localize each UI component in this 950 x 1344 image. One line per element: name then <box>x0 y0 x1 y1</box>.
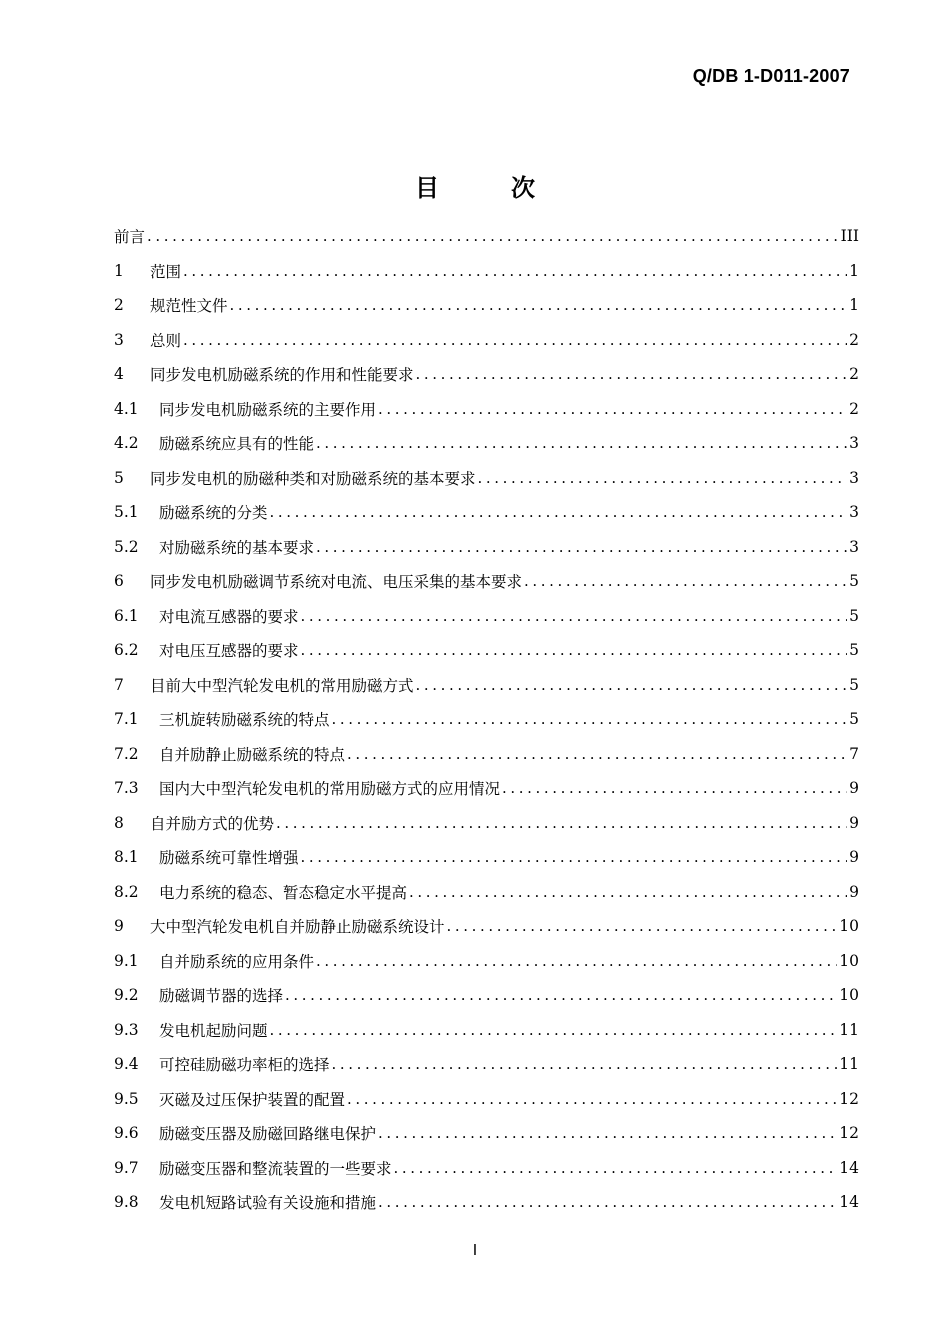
toc-dot-leader <box>332 1055 838 1073</box>
toc-dot-leader <box>183 262 847 280</box>
toc-entry-page: 3 <box>849 434 859 453</box>
toc-entry-page: 5 <box>849 641 859 660</box>
toc-entry-label: 自并励系统的应用条件 <box>159 952 315 971</box>
page-number: I <box>472 1242 478 1259</box>
toc-entry-number: 6.1 <box>114 606 139 625</box>
toc-dot-leader <box>409 883 847 901</box>
toc-entry-page: 9 <box>849 779 859 798</box>
toc-dot-leader <box>447 917 838 935</box>
toc-dot-leader <box>347 745 847 763</box>
toc-entry-page: 10 <box>839 951 859 970</box>
toc-entry-page: 5 <box>849 710 859 729</box>
table-of-contents <box>114 219 859 1220</box>
toc-dot-leader <box>301 607 848 625</box>
toc-entry-label: 大中型汽轮发电机自并励静止励磁系统设计 <box>150 918 445 937</box>
toc-entry-label: 自并励静止励磁系统的特点 <box>159 745 346 764</box>
toc-entry[interactable] <box>114 771 859 806</box>
toc-entry-label: 励磁变压器和整流装置的一些要求 <box>159 1159 392 1178</box>
toc-entry-page: 9 <box>849 813 859 832</box>
toc-entry-number: 9.4 <box>114 1055 139 1074</box>
toc-dot-leader <box>270 503 848 521</box>
toc-entry[interactable] <box>114 461 859 496</box>
toc-entry-number: 2 <box>114 296 124 315</box>
toc-entry-number: 5.2 <box>114 537 139 556</box>
toc-entry[interactable] <box>114 737 859 772</box>
toc-entry-page: 14 <box>839 1193 859 1212</box>
toc-dot-leader <box>416 365 848 383</box>
toc-entry-number: 6 <box>114 572 124 591</box>
toc-entry-page: 10 <box>839 986 859 1005</box>
toc-entry-number: 5 <box>114 468 124 487</box>
toc-entry-label: 同步发电机励磁系统的主要作用 <box>159 400 377 419</box>
toc-dot-leader <box>183 331 847 349</box>
toc-entry-page: 5 <box>849 606 859 625</box>
toc-entry[interactable] <box>114 392 859 427</box>
toc-entry[interactable] <box>114 219 859 254</box>
toc-entry[interactable] <box>114 357 859 392</box>
toc-dot-leader <box>270 1021 838 1039</box>
toc-dot-leader <box>316 952 837 970</box>
toc-entry[interactable] <box>114 1185 859 1220</box>
toc-entry-page: 11 <box>839 1020 859 1039</box>
toc-entry-number: 4.2 <box>114 434 139 453</box>
toc-entry-number: 3 <box>114 330 124 349</box>
toc-dot-leader <box>285 986 837 1004</box>
toc-entry-label: 同步发电机励磁系统的作用和性能要求 <box>150 366 414 385</box>
toc-entry-number: 1 <box>114 261 124 280</box>
toc-dot-leader <box>347 1090 837 1108</box>
toc-dot-leader <box>230 296 848 314</box>
toc-entry-page: 3 <box>849 503 859 522</box>
toc-entry[interactable] <box>114 1116 859 1151</box>
toc-entry-number: 8.1 <box>114 848 139 867</box>
toc-entry-page: 3 <box>849 468 859 487</box>
toc-dot-leader <box>378 1124 837 1142</box>
toc-entry[interactable] <box>114 1047 859 1082</box>
toc-entry-page: 2 <box>849 330 859 349</box>
toc-entry-number: 9.3 <box>114 1020 139 1039</box>
toc-entry-number: 7.2 <box>114 744 139 763</box>
toc-entry[interactable] <box>114 530 859 565</box>
toc-entry-page: 7 <box>849 744 859 763</box>
toc-dot-leader <box>378 400 847 418</box>
toc-dot-leader <box>478 469 848 487</box>
toc-entry-page: 9 <box>849 882 859 901</box>
toc-entry-label: 同步发电机的励磁种类和对励磁系统的基本要求 <box>150 469 476 488</box>
toc-entry-page: 2 <box>849 399 859 418</box>
toc-entry-number: 9.8 <box>114 1193 139 1212</box>
document-code: Q/DB 1-D011-2007 <box>692 66 850 86</box>
toc-entry-number: 9.1 <box>114 951 139 970</box>
toc-dot-leader <box>301 641 848 659</box>
toc-dot-leader <box>316 538 847 556</box>
toc-entry[interactable] <box>114 323 859 358</box>
toc-entry[interactable] <box>114 599 859 634</box>
toc-entry-label: 发电机起励问题 <box>159 1021 268 1040</box>
toc-entry-page: 14 <box>839 1158 859 1177</box>
toc-entry-number: 9.6 <box>114 1124 139 1143</box>
toc-entry-number: 9.2 <box>114 986 139 1005</box>
toc-entry-number: 4 <box>114 365 124 384</box>
toc-entry-number: 8 <box>114 813 124 832</box>
toc-entry-label: 国内大中型汽轮发电机的常用励磁方式的应用情况 <box>159 780 501 799</box>
toc-entry-page: 5 <box>849 572 859 591</box>
toc-entry-label: 自并励方式的优势 <box>150 814 275 833</box>
toc-entry[interactable] <box>114 633 859 668</box>
toc-entry-number: 7.1 <box>114 710 139 729</box>
toc-entry-label: 灭磁及过压保护装置的配置 <box>159 1090 346 1109</box>
toc-entry-label: 励磁变压器及励磁回路继电保护 <box>159 1125 377 1144</box>
toc-dot-leader <box>332 710 848 728</box>
toc-entry-number: 8.2 <box>114 882 139 901</box>
toc-entry[interactable] <box>114 875 859 910</box>
toc-entry-label: 励磁系统可靠性增强 <box>159 849 299 868</box>
toc-entry[interactable] <box>114 1013 859 1048</box>
toc-entry-label: 对电流互感器的要求 <box>159 607 299 626</box>
toc-entry-label: 对励磁系统的基本要求 <box>159 538 315 557</box>
toc-entry-label: 励磁调节器的选择 <box>159 987 284 1006</box>
toc-entry-label: 规范性文件 <box>150 297 228 316</box>
toc-entry[interactable] <box>114 702 859 737</box>
toc-dot-leader <box>276 814 847 832</box>
toc-dot-leader <box>502 779 847 797</box>
toc-entry[interactable] <box>114 840 859 875</box>
toc-entry-label: 三机旋转励磁系统的特点 <box>159 711 330 730</box>
toc-entry-page: 5 <box>849 675 859 694</box>
toc-entry-page: 11 <box>839 1055 859 1074</box>
toc-entry-label: 励磁系统应具有的性能 <box>159 435 315 454</box>
toc-entry[interactable] <box>114 978 859 1013</box>
toc-entry-page: 10 <box>839 917 859 936</box>
toc-entry-page: 3 <box>849 537 859 556</box>
toc-entry[interactable] <box>114 668 859 703</box>
toc-entry-label: 电力系统的稳态、暂态稳定水平提高 <box>159 883 408 902</box>
toc-entry-number: 9.5 <box>114 1089 139 1108</box>
toc-entry[interactable] <box>114 1082 859 1117</box>
toc-entry-label: 励磁系统的分类 <box>159 504 268 523</box>
toc-entry[interactable] <box>114 254 859 289</box>
toc-entry-page: 12 <box>839 1124 859 1143</box>
toc-entry[interactable] <box>114 909 859 944</box>
toc-entry-label: 目前大中型汽轮发电机的常用励磁方式 <box>150 676 414 695</box>
toc-entry[interactable] <box>114 288 859 323</box>
toc-dot-leader <box>147 227 839 245</box>
toc-dot-leader <box>378 1193 837 1211</box>
toc-entry-number: 9 <box>114 917 124 936</box>
toc-entry-label: 对电压互感器的要求 <box>159 642 299 661</box>
toc-dot-leader <box>524 572 847 590</box>
toc-entry-label: 同步发电机励磁调节系统对电流、电压采集的基本要求 <box>150 573 523 592</box>
toc-entry-page: 1 <box>849 261 859 280</box>
toc-entry-page: 12 <box>839 1089 859 1108</box>
toc-entry-page: 9 <box>849 848 859 867</box>
toc-entry-label: 发电机短路试验有关设施和措施 <box>159 1194 377 1213</box>
page-title: 目次 <box>415 174 607 202</box>
toc-entry-number: 5.1 <box>114 503 139 522</box>
toc-entry-label: 前言 <box>114 228 146 247</box>
toc-entry-page: 1 <box>849 296 859 315</box>
toc-entry[interactable] <box>114 944 859 979</box>
toc-entry[interactable] <box>114 806 859 841</box>
toc-entry-page: III <box>840 227 859 246</box>
toc-dot-leader <box>301 848 848 866</box>
toc-entry-label: 范围 <box>150 262 182 281</box>
toc-entry-number: 4.1 <box>114 399 139 418</box>
toc-entry-label: 可控硅励磁功率柜的选择 <box>159 1056 330 1075</box>
toc-entry[interactable] <box>114 426 859 461</box>
toc-entry[interactable] <box>114 1151 859 1186</box>
toc-entry-label: 总则 <box>150 331 182 350</box>
toc-dot-leader <box>416 676 848 694</box>
toc-entry-number: 6.2 <box>114 641 139 660</box>
toc-entry-number: 9.7 <box>114 1158 139 1177</box>
toc-entry-number: 7 <box>114 675 124 694</box>
toc-entry-page: 2 <box>849 365 859 384</box>
toc-dot-leader <box>316 434 847 452</box>
toc-entry[interactable] <box>114 495 859 530</box>
toc-entry-number: 7.3 <box>114 779 139 798</box>
toc-entry[interactable] <box>114 564 859 599</box>
toc-dot-leader <box>394 1159 838 1177</box>
